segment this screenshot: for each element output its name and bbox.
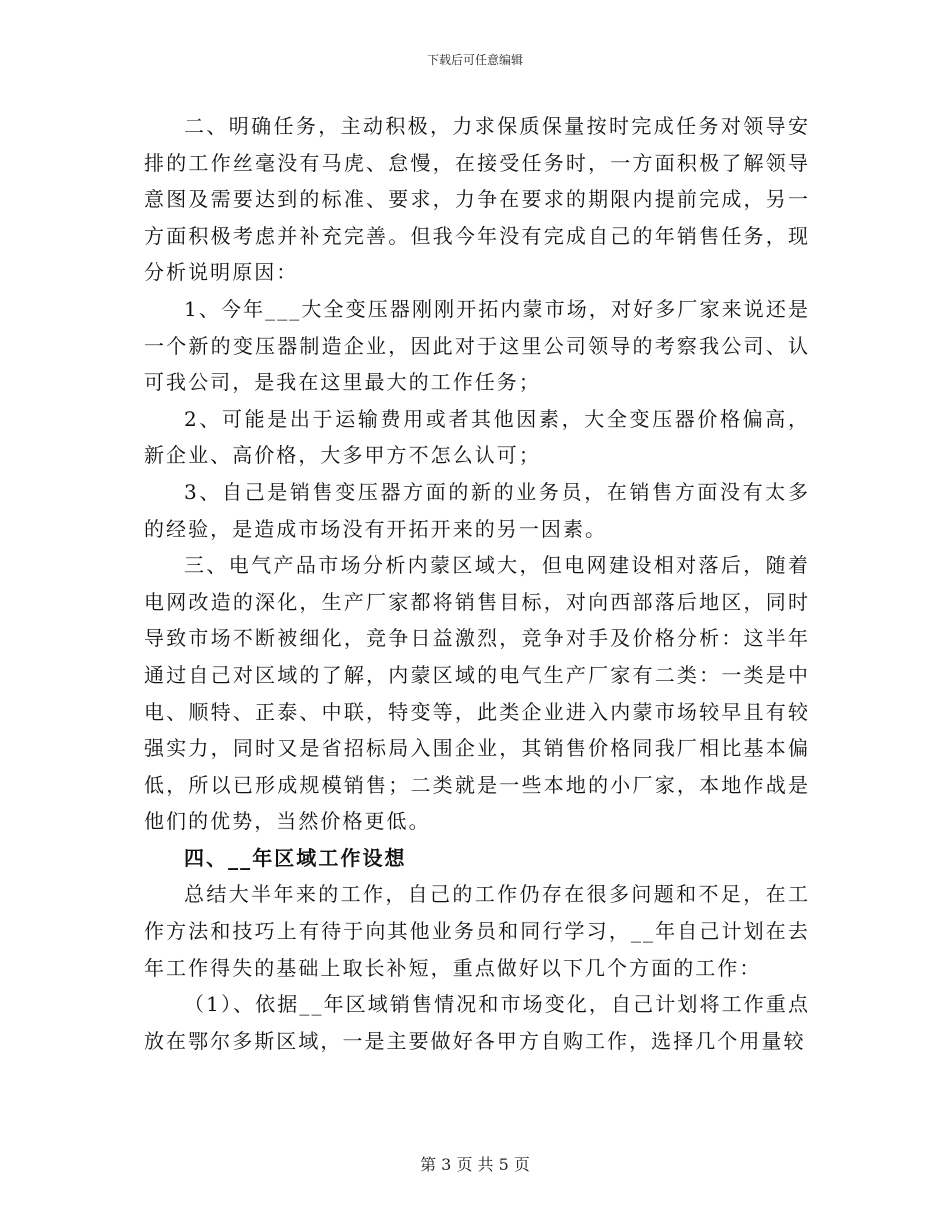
paragraph-reason-3: 3、自己是销售变压器方面的新的业务员，在销售方面没有太多的经验，是造成市场没有开拓开来的另一因素。 — [144, 479, 810, 541]
paragraph-task-attitude: 二、明确任务，主动积极，力求保质保量按时完成任务对领导安排的工作丝毫没有马虎、怠慢，在接受任务时，一方面积极了解领导意图及需要达到的标准、要求，力争在要求的期限内提前完成，另一方面积极考虑并补充完善。但我今年没有完成自己的年销售任务，现分析说明原因： — [144, 114, 810, 285]
paragraph-reason-1: 1、今年___大全变压器刚刚开拓内蒙市场，对好多厂家来说还是一个新的变压器制造企业，因此对于这里公司领导的考察我公司、认可我公司，是我在这里最大的工作任务； — [144, 296, 810, 395]
paragraph-summary: 总结大半年来的工作，自己的工作仍存在很多问题和不足，在工作方法和技巧上有待于向其他业务员和同行学习，__年自己计划在去年工作得失的基础上取长补短，重点做好以下几个方面的工作： — [144, 882, 810, 980]
paragraph-market-analysis: 三、电气产品市场分析内蒙区域大，但电网建设相对落后，随着电网改造的深化，生产厂家都将销售目标，对向西部落后地区，同时导致市场不断被细化，竞争日益激烈，竞争对手及价格分析：这半年通过自己对区域的了解，内蒙区域的电气生产厂家有二类：一类是中电、顺特、正泰、中联，特变等，此类企业进入内蒙市场较早且有较强实力，同时又是省招标局入围企业，其销售价格同我厂相比基本偏低，所以已形成规模销售；二类就是一些本地的小厂家，本地作战是他们的优势，当然价格更低。 — [144, 553, 810, 834]
paragraph-reason-2: 2、可能是出于运输费用或者其他因素，大全变压器价格偏高，新企业、高价格，大多甲方不怎么认可； — [144, 406, 810, 468]
paragraph-plan-1: （1）、依据__年区域销售情况和市场变化，自己计划将工作重点放在鄂尔多斯区域，一是主要做好各甲方自购工作，选择几个用量较 — [144, 992, 810, 1053]
page-header: 下载后可任意编辑 — [426, 53, 523, 67]
page-number: 第 3 页 共 5 页 — [420, 1155, 530, 1174]
document-body — [144, 108, 810, 1059]
section-heading-work-plan: 四、__年区域工作设想 — [184, 845, 407, 870]
